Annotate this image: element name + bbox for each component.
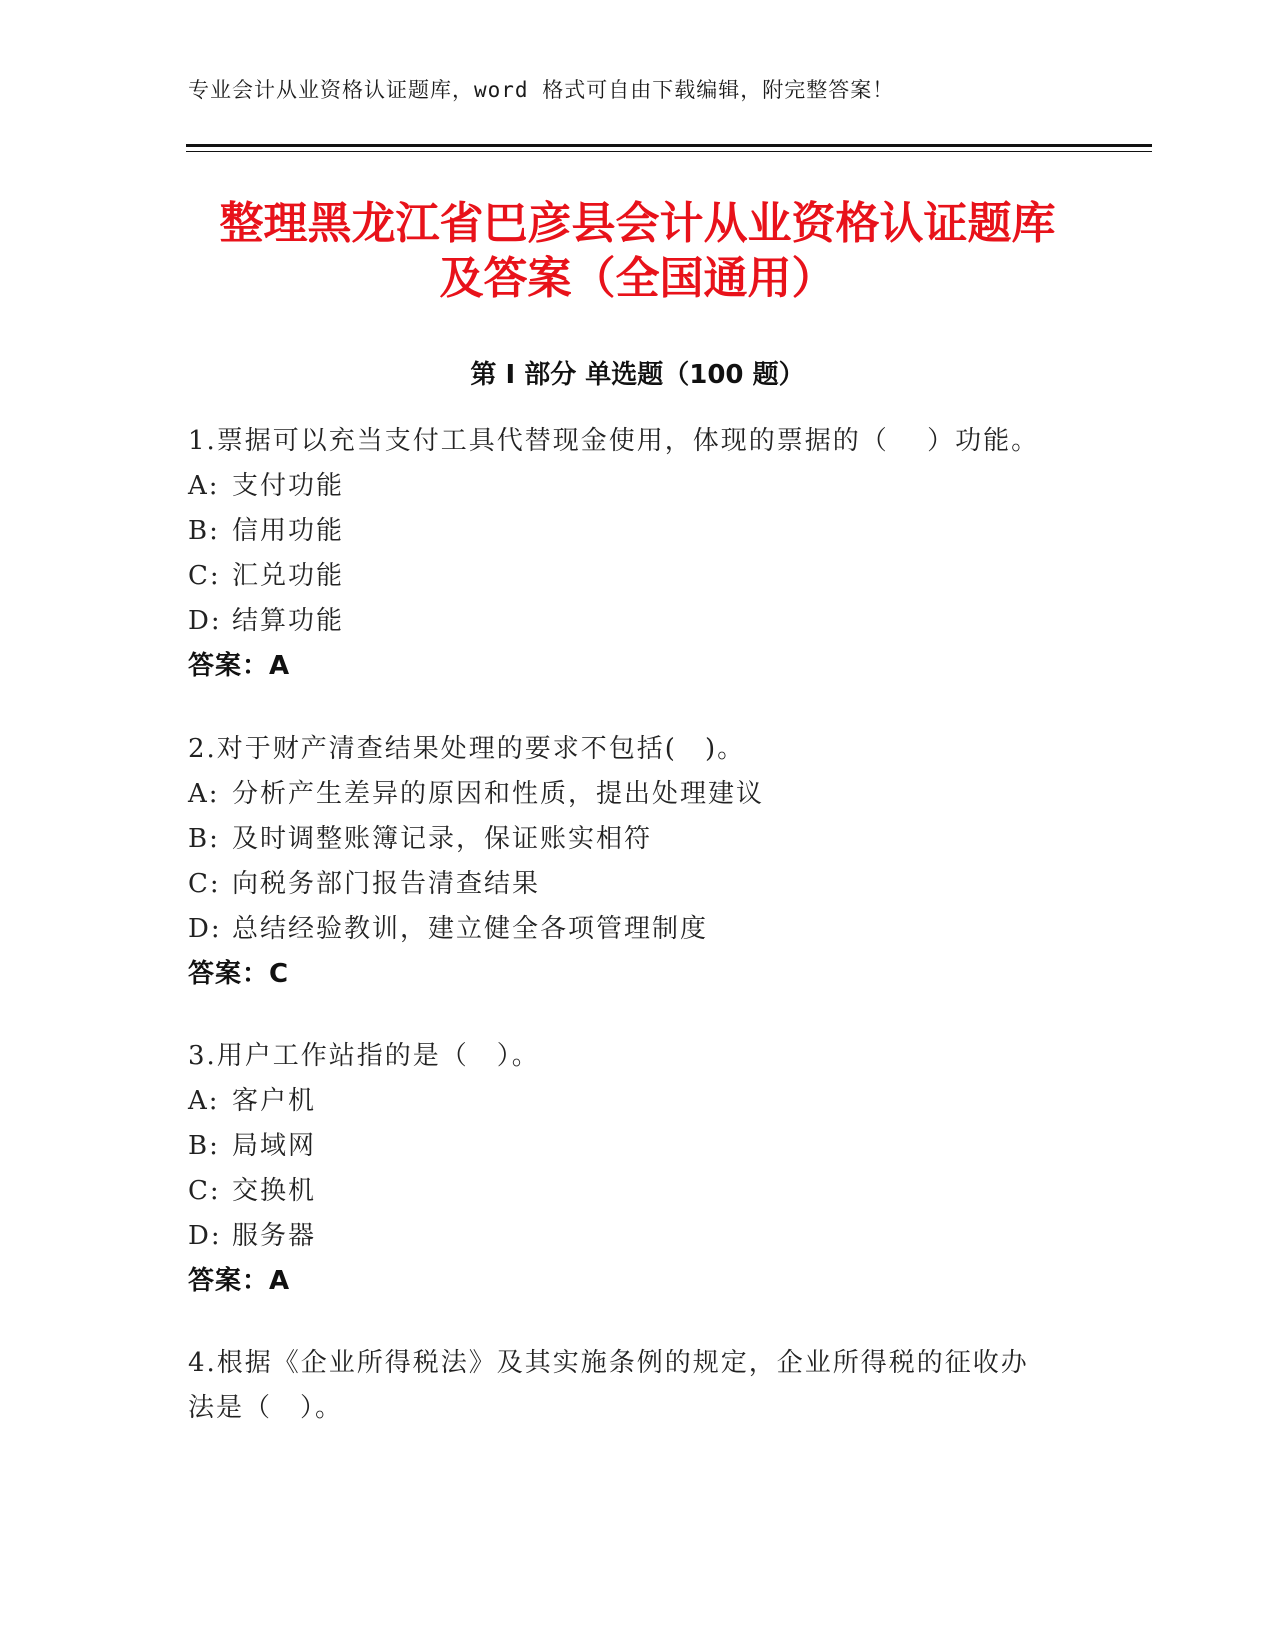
option-letter: C: xyxy=(188,869,221,899)
question-stem: 2.对于财产清查结果处理的要求不包括( )。 xyxy=(188,734,746,764)
option-c xyxy=(188,554,1088,599)
option-a xyxy=(188,1079,1088,1124)
option-letter: D: xyxy=(188,914,222,944)
option-letter: B: xyxy=(188,1131,220,1161)
option-letter: C: xyxy=(188,1176,221,1206)
option-d xyxy=(188,599,1088,644)
option-letter: B: xyxy=(188,824,220,854)
option-text: 局域网 xyxy=(232,1131,317,1161)
option-b xyxy=(188,509,1088,554)
question-stem-line-1: 4.根据《企业所得税法》及其实施条例的规定，企业所得税的征收办 xyxy=(188,1348,1029,1378)
option-text: 总结经验教训，建立健全各项管理制度 xyxy=(232,914,709,944)
option-text: 结算功能 xyxy=(232,606,345,636)
option-letter: A: xyxy=(188,471,220,501)
option-c xyxy=(188,862,1088,907)
option-text: 及时调整账簿记录，保证账实相符 xyxy=(232,824,653,854)
option-text: 汇兑功能 xyxy=(232,561,345,591)
option-text: 分析产生差异的原因和性质，提出处理建议 xyxy=(232,779,765,809)
option-d xyxy=(188,907,1088,952)
question-2 xyxy=(188,727,1088,997)
question-stem: 3.用户工作站指的是（ ）。 xyxy=(188,1041,540,1071)
question-3 xyxy=(188,1034,1088,1304)
question-1 xyxy=(188,419,1088,689)
option-text: 支付功能 xyxy=(232,471,345,501)
answer: 答案：A xyxy=(188,1266,291,1296)
option-a xyxy=(188,464,1088,509)
option-letter: D: xyxy=(188,1221,222,1251)
option-text: 交换机 xyxy=(232,1176,317,1206)
document-title xyxy=(140,196,1135,306)
section-title: 第 I 部分 单选题（100 题） xyxy=(470,360,805,390)
option-b xyxy=(188,817,1088,862)
option-letter: A: xyxy=(188,1086,220,1116)
option-c xyxy=(188,1169,1088,1214)
answer: 答案：A xyxy=(188,651,291,681)
title-line-1: 整理黑龙江省巴彦县会计从业资格认证题库 xyxy=(219,198,1056,249)
title-line-2: 及答案（全国通用） xyxy=(439,253,836,304)
option-b xyxy=(188,1124,1088,1169)
option-letter: A: xyxy=(188,779,220,809)
answer: 答案：C xyxy=(188,959,290,989)
option-a xyxy=(188,772,1088,817)
option-text: 信用功能 xyxy=(232,516,345,546)
option-letter: B: xyxy=(188,516,220,546)
question-stem: 1.票据可以充当支付工具代替现金使用，体现的票据的（ ）功能。 xyxy=(188,426,1040,456)
option-letter: C: xyxy=(188,561,221,591)
option-text: 服务器 xyxy=(232,1221,317,1251)
option-text: 向税务部门报告清查结果 xyxy=(232,869,541,899)
option-d xyxy=(188,1214,1088,1259)
option-letter: D: xyxy=(188,606,222,636)
option-text: 客户机 xyxy=(232,1086,317,1116)
question-4 xyxy=(188,1341,1088,1431)
header-rule-thin xyxy=(186,151,1152,152)
header-note: 专业会计从业资格认证题库，word 格式可自由下载编辑，附完整答案！ xyxy=(188,78,895,102)
header-rule-thick xyxy=(186,144,1152,147)
question-stem-line-2: 法是（ ）。 xyxy=(188,1393,344,1423)
